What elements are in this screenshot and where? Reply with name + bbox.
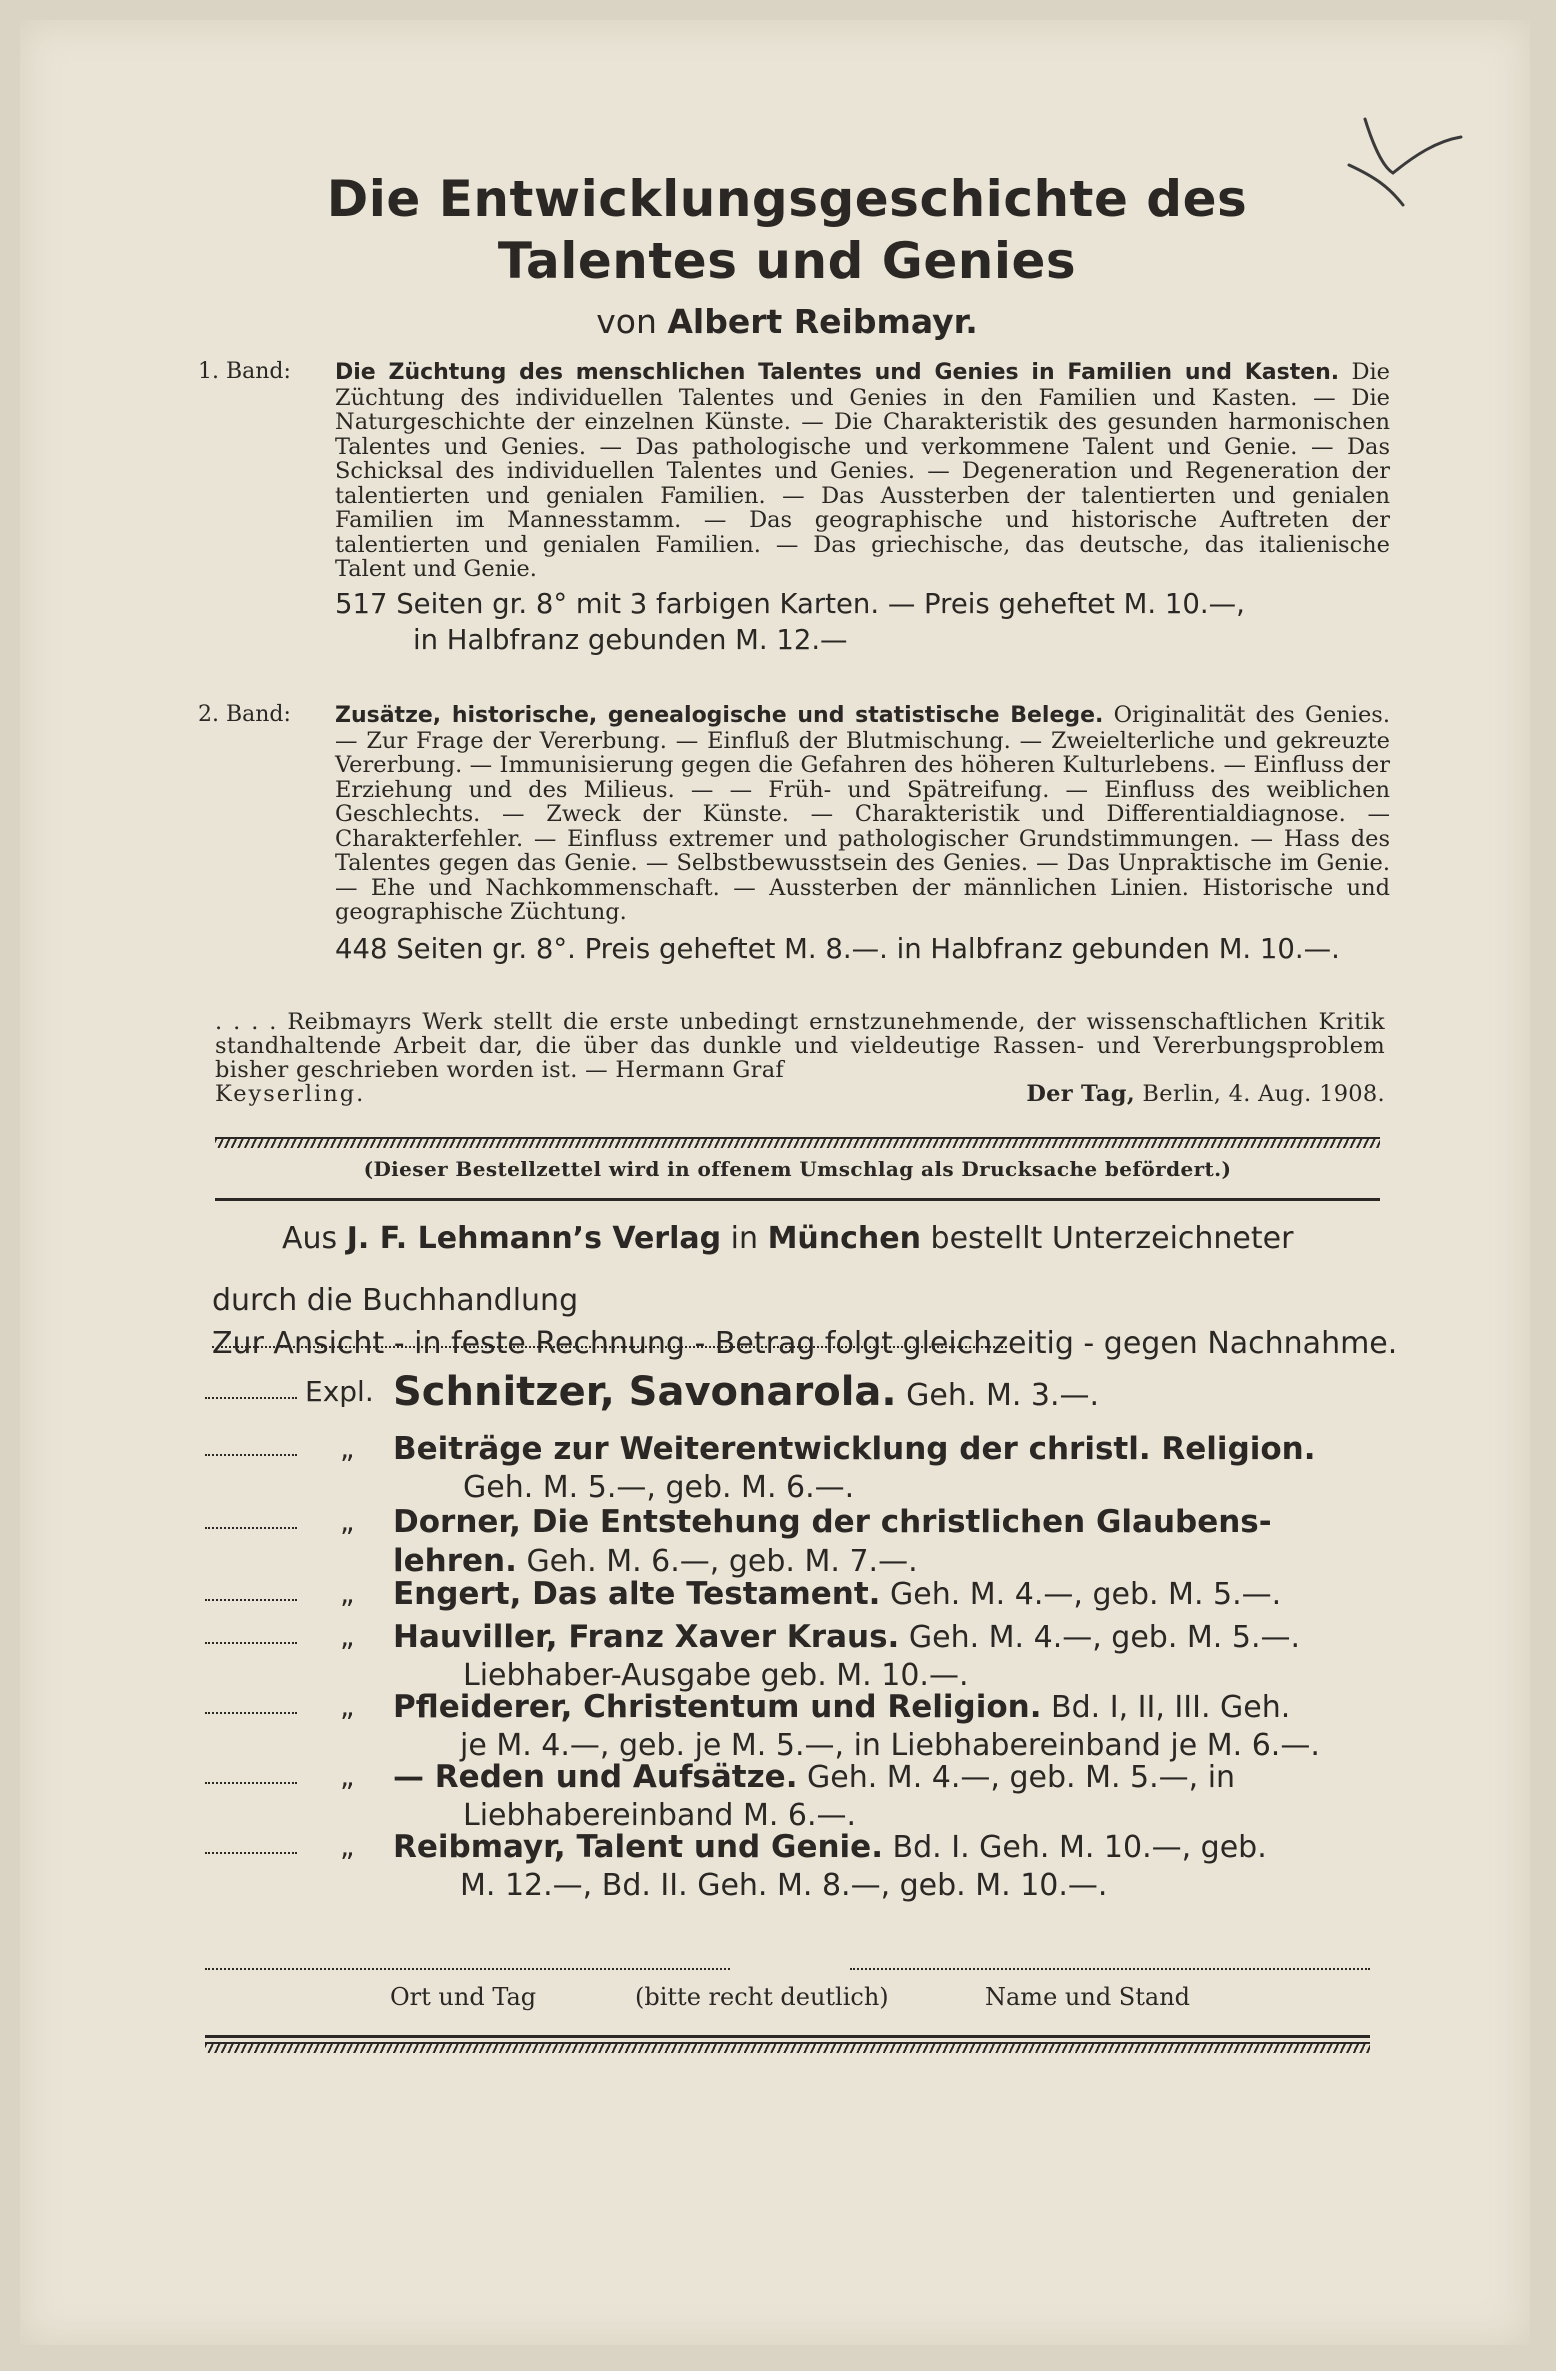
item-price: Geh. M. 6.—, geb. M. 7.—. — [526, 1544, 918, 1579]
review-quote — [215, 1010, 1385, 1106]
payment-options: Zur Ansicht - in feste Rechnung - Betrag folgt gleichzeitig - gegen Nachnahme. — [212, 1326, 1398, 1361]
item-price-continued: je M. 4.—, geb. je M. 5.—, in Liebhabereinband je M. 6.—. — [460, 1728, 1320, 1763]
quote-author-tail: Keyserling. — [215, 1081, 366, 1107]
item-prefix: „ — [340, 1620, 355, 1653]
item-prefix: „ — [340, 1505, 355, 1538]
item-price: Geh. M. 4.—, geb. M. 5.—. — [908, 1620, 1301, 1655]
item-price: Bd. I, II, III. Geh. — [1051, 1690, 1291, 1725]
quote-text: . . . . Reibmayrs Werk stellt die erste unbedingt ernstzunehmende, der wissenschaftlichen Kritik standhaltende Arbeit dar, die über das dunkle und vieldeutige Rassen- und Vererbungsproblem bisher geschrieben worden ist. — Hermann Graf — [215, 1009, 1385, 1083]
item-price-continued: M. 12.—, Bd. II. Geh. M. 8.—, geb. M. 10.—. — [460, 1868, 1108, 1903]
bookshop-label: durch die Buchhandlung — [212, 1283, 579, 1318]
item-title: Reibmayr, Talent und Genie. — [393, 1829, 883, 1865]
quantity-entry-field[interactable] — [205, 1599, 297, 1601]
order-item — [205, 1430, 1385, 1507]
name-status-label: Name und Stand — [985, 1983, 1191, 2011]
order-item — [205, 1758, 1385, 1835]
item-price: Geh. M. 5.—, geb. M. 6.—. — [463, 1470, 855, 1505]
order-item — [205, 1575, 1385, 1614]
quantity-entry-field[interactable] — [205, 1527, 297, 1529]
quantity-entry-field[interactable] — [205, 1454, 297, 1456]
quote-source — [1026, 1082, 1385, 1106]
place-date-field[interactable] — [205, 1968, 730, 1970]
item-price: Geh. M. 4.—, geb. M. 5.—. — [890, 1577, 1282, 1612]
name-status-field[interactable] — [850, 1968, 1370, 1970]
order-text-aus: Aus — [282, 1221, 338, 1256]
quantity-entry-field[interactable] — [205, 1712, 297, 1714]
item-title: Pfleiderer, Christentum und Religion. — [393, 1689, 1042, 1725]
item-price: Geh. M. 4.—, geb. M. 5.—, in — [807, 1760, 1236, 1795]
volume-2-price: 448 Seiten gr. 8°. Preis geheftet M. 8.—. in Halbfranz gebunden M. 10.—. — [335, 932, 1340, 965]
quantity-entry-field[interactable] — [205, 1397, 297, 1399]
order-item — [205, 1618, 1385, 1695]
quantity-entry-field[interactable] — [205, 1782, 297, 1784]
title-line-1: Die Entwicklungsgeschichte des — [326, 170, 1248, 228]
item-price: Bd. I. Geh. M. 10.—, geb. — [892, 1830, 1267, 1865]
volume-1-description — [198, 360, 1390, 658]
item-title: Engert, Das alte Testament. — [393, 1576, 881, 1612]
item-title: Dorner, Die Entstehung der christlichen Glaubens- — [393, 1504, 1272, 1540]
order-text-in: in — [730, 1221, 759, 1256]
order-text-bestellt: bestellt Unterzeichneter — [930, 1221, 1294, 1256]
item-title-continued: lehren. — [393, 1543, 517, 1579]
item-prefix: „ — [340, 1432, 355, 1465]
order-line-1 — [282, 1220, 1293, 1258]
volume-1-price-line-1: 517 Seiten gr. 8° mit 3 farbigen Karten. — Preis geheftet M. 10.—, — [335, 587, 1245, 620]
title-line-2: Talentes und Genies — [497, 232, 1077, 290]
item-price-continued: Liebhabereinband M. 6.—. — [463, 1798, 857, 1833]
order-item — [205, 1369, 1385, 1415]
author-line — [192, 300, 1382, 344]
quote-source-date: Berlin, 4. Aug. 1908. — [1142, 1081, 1385, 1107]
quantity-entry-field[interactable] — [205, 1852, 297, 1854]
author-name: Albert Reibmayr. — [667, 302, 978, 341]
volume-1-label: 1. Band: — [198, 359, 291, 384]
order-item — [205, 1828, 1385, 1905]
volume-2-label: 2. Band: — [198, 702, 291, 727]
bottom-rule — [205, 2035, 1370, 2038]
book-title — [192, 168, 1382, 292]
item-title: Hauviller, Franz Xaver Kraus. — [393, 1619, 900, 1655]
item-title: Beiträge zur Weiterentwicklung der christl. Religion. — [393, 1431, 1316, 1467]
item-prefix: Expl. — [305, 1375, 374, 1408]
item-prefix: „ — [340, 1690, 355, 1723]
volume-2-description — [198, 703, 1390, 967]
legibility-note: (bitte recht deutlich) — [635, 1983, 889, 2011]
item-price-continued: Liebhaber-Ausgabe geb. M. 10.—. — [463, 1658, 969, 1693]
volume-2-heading: Zusätze, historische, genealogische und statistische Belege. — [335, 703, 1104, 728]
order-item — [205, 1688, 1385, 1765]
volume-1-heading: Die Züchtung des menschlichen Talentes und Genies in Familien und Kasten. — [335, 360, 1340, 385]
item-title: Schnitzer, Savonarola. — [393, 1369, 897, 1415]
item-price: Geh. M. 3.—. — [906, 1378, 1100, 1413]
item-title: — Reden und Aufsätze. — [393, 1759, 798, 1795]
quantity-entry-field[interactable] — [205, 1642, 297, 1644]
by-prefix: von — [596, 302, 657, 341]
item-prefix: „ — [340, 1760, 355, 1793]
hatched-divider-top — [215, 1137, 1380, 1148]
hatched-divider-bottom — [205, 2042, 1370, 2053]
volume-1-price-line-2: in Halbfranz gebunden M. 12.— — [413, 623, 848, 656]
quote-source-name: Der Tag, — [1026, 1081, 1135, 1107]
item-prefix: „ — [340, 1830, 355, 1863]
publisher-city: München — [767, 1221, 921, 1256]
publisher-name: J. F. Lehmann’s Verlag — [346, 1221, 722, 1256]
volume-2-text: Originalität des Genies. — Zur Frage der Vererbung. — Einfluß der Blutmischung. — Zweielterliche und gekreuzte Vererbung. — Immunisierung gegen die Gefahren des höheren Kulturlebens. — Einfluss der Erziehung und des Milieus. — — Früh- und Spätreifung. — Einfluss des weiblichen Geschlechts. — Zweck der Künste. — Charakteristik und Differentialdiagnose. — Charakterfehler. — Einfluss extremer und pathologischer Grundstimmungen. — Hass des Talentes gegen das Genie. — Selbstbewusstsein des Genies. — Das Unpraktische im Genie. — Ehe und Nachkommenschaft. — Aussterben der männlichen Linien. Historische und geographische Züchtung. — [335, 702, 1390, 925]
order-item — [205, 1503, 1385, 1581]
item-prefix: „ — [340, 1577, 355, 1610]
order-form-rule — [215, 1198, 1380, 1201]
postal-notice: (Dieser Bestellzettel wird in offenem Umschlag als Drucksache befördert.) — [363, 1157, 1232, 1181]
place-date-label: Ort und Tag — [390, 1983, 537, 2011]
volume-1-text: Die Züchtung des individuellen Talentes und Genies in den Familien und Kasten. — Die Naturgeschichte der einzelnen Künste. — Die Charakteristik des gesunden harmonischen Talentes und Genies. — Das pathologische und verkommene Talent und Genie. — Das Schicksal des individuellen Talentes und Genies. — Degeneration und Regeneration der talentierten und genialen Familien. — Das Aussterben der talentierten und genialen Familien im Mannesstamm. — Das geographische und historische Auftreten der talentierten und genialen Familien. — Das griechische, das deutsche, das italienische Talent und Genie. — [335, 359, 1390, 582]
